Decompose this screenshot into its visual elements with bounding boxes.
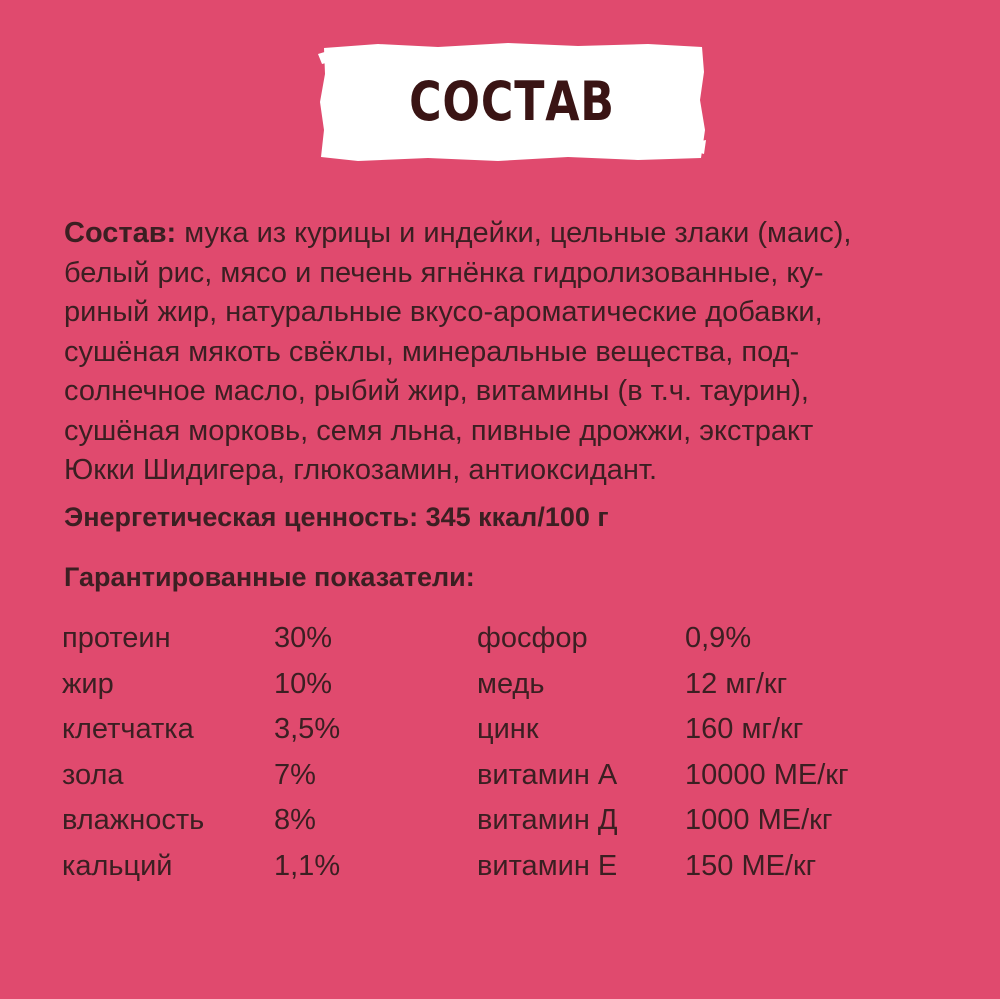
indicator-name: кальций [62,849,173,882]
composition-line: солнечное масло, рыбий жир, витамины (в т.ч. таурин), [64,375,809,407]
composition-line: сушёная морковь, семя льна, пивные дрожжи, экстракт [64,414,814,447]
indicator-name: фосфор [477,622,588,655]
indicator-value: 7% [274,758,316,791]
indicator-value: 0,9% [685,622,752,655]
page-title: СОСТАВ [409,70,615,133]
composition-line: белый рис, мясо и печень ягнёнка гидролизованные, ку- [64,256,824,289]
indicators-table [62,616,962,889]
indicator-value: 160 мг/кг [685,713,804,746]
table-row [62,844,962,890]
composition-label: Состав: [64,217,177,249]
indicator-name: протеин [62,622,171,655]
composition-line [64,214,964,254]
composition-line-text: мука из курицы и индейки, цельные злаки (маис), [176,217,852,249]
indicator-value: 1000 МЕ/кг [685,804,833,837]
guaranteed-heading: Гарантированные показатели: [64,562,475,592]
table-row [62,798,962,844]
indicator-name: витамин А [477,758,618,791]
indicator-value: 30% [274,622,333,655]
indicator-name: витамин Е [477,849,618,882]
table-row [62,662,962,708]
table-row [62,753,962,799]
composition-line: Юкки Шидигера, глюкозамин, антиоксидант. [64,454,658,486]
indicator-value: 12 мг/кг [685,667,788,700]
indicator-value: 3,5% [274,713,341,746]
indicator-name: зола [62,758,124,791]
table-row [62,707,962,753]
indicator-value: 10000 МЕ/кг [685,758,849,791]
title-banner [318,42,706,162]
composition-line: риный жир, натуральные вкусо-ароматические добавки, [64,296,823,328]
composition-line: сушёная мякоть свёклы, минеральные вещества, под- [64,335,800,368]
indicator-name: клетчатка [62,713,194,746]
table-row [62,616,962,662]
indicator-value: 8% [274,804,316,837]
indicator-value: 150 МЕ/кг [685,849,817,882]
indicator-name: витамин Д [477,804,618,837]
energy-value: Энергетическая ценность: 345 ккал/100 г [64,502,609,532]
indicator-name: влажность [62,804,205,837]
indicator-name: медь [477,667,545,700]
indicator-name: жир [62,667,114,700]
indicator-name: цинк [477,713,539,746]
indicator-value: 1,1% [274,849,341,882]
indicator-value: 10% [274,667,333,700]
composition-text [64,214,964,491]
